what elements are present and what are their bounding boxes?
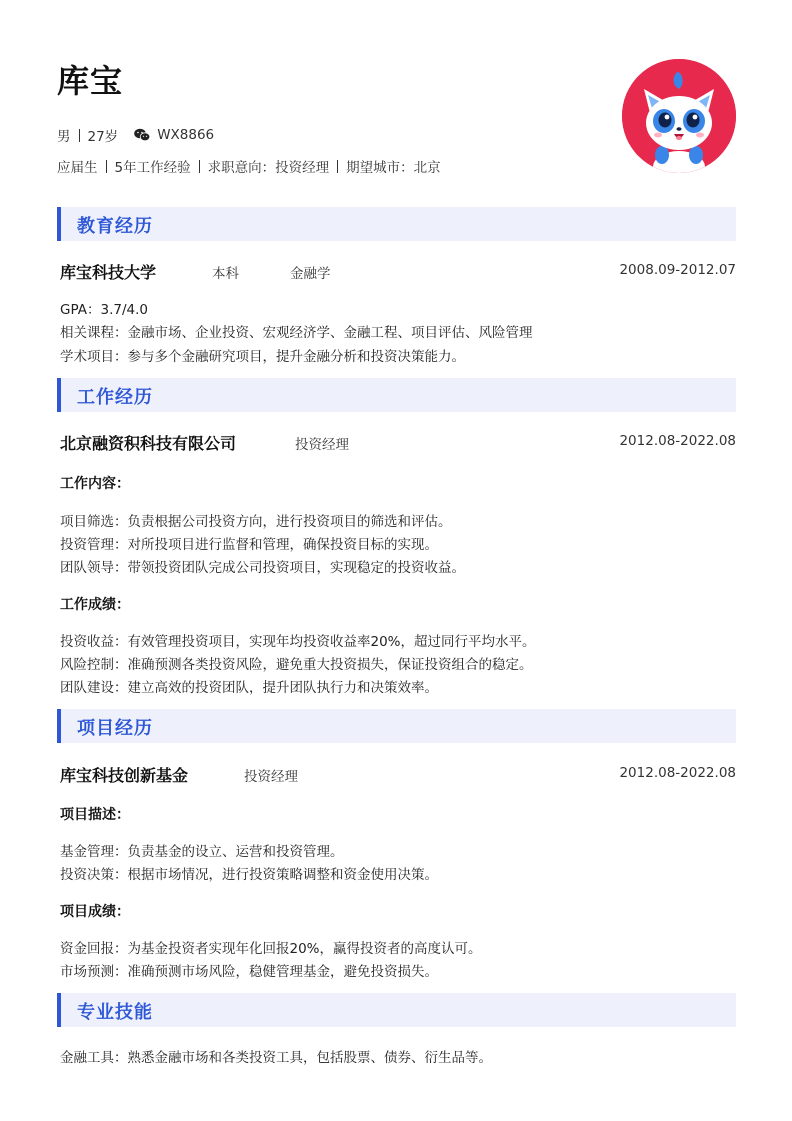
work-entry bbox=[60, 431, 736, 455]
project-results-heading: 项目成绩： bbox=[60, 904, 130, 920]
education-line: GPA：3.7/4.0 bbox=[60, 302, 148, 318]
candidate-name: 库宝 bbox=[57, 62, 124, 100]
project-entry bbox=[60, 763, 736, 787]
wechat-id: WX8866 bbox=[157, 127, 215, 143]
divider bbox=[79, 129, 80, 142]
project-role: 投资经理 bbox=[244, 769, 298, 785]
avatar bbox=[622, 59, 736, 173]
section-accent-bar bbox=[57, 378, 61, 412]
company-name: 北京融资积科技有限公司 bbox=[60, 434, 237, 453]
work-result-line: 风险控制：准确预测各类投资风险，避免重大投资损失，保证投资组合的稳定。 bbox=[60, 657, 533, 673]
education-entry bbox=[60, 260, 736, 284]
section-header-education bbox=[57, 207, 736, 241]
expected-city: 期望城市：北京 bbox=[346, 160, 441, 176]
section-accent-bar bbox=[57, 207, 61, 241]
work-content-line: 团队领导：带领投资团队完成公司投资项目，实现稳定的投资收益。 bbox=[60, 560, 465, 576]
section-header-skills bbox=[57, 993, 736, 1027]
education-line: 学术项目：参与多个金融研究项目，提升金融分析和投资决策能力。 bbox=[60, 349, 465, 365]
work-content-line: 项目筛选：负责根据公司投资方向，进行投资项目的筛选和评估。 bbox=[60, 514, 452, 530]
project-desc-heading: 项目描述： bbox=[60, 807, 130, 823]
project-date: 2012.08-2022.08 bbox=[619, 765, 736, 781]
basic-info-row bbox=[57, 125, 214, 145]
gender: 男 bbox=[57, 129, 71, 145]
status: 应届生 bbox=[57, 160, 98, 176]
wechat-icon bbox=[134, 128, 150, 142]
divider bbox=[106, 160, 107, 173]
degree: 本科 bbox=[212, 266, 239, 282]
divider bbox=[199, 160, 200, 173]
education-date: 2008.09-2012.07 bbox=[619, 262, 736, 278]
school-name: 库宝科技大学 bbox=[60, 263, 157, 282]
project-desc-line: 投资决策：根据市场情况，进行投资策略调整和资金使用决策。 bbox=[60, 867, 438, 883]
work-results-heading: 工作成绩： bbox=[60, 597, 130, 613]
section-title: 工作经历 bbox=[77, 387, 153, 408]
project-result-line: 资金回报：为基金投资者实现年化回报20%，赢得投资者的高度认可。 bbox=[60, 941, 482, 957]
age: 27岁 bbox=[87, 129, 119, 145]
education-line: 相关课程：金融市场、企业投资、宏观经济学、金融工程、项目评估、风险管理 bbox=[60, 325, 533, 341]
divider bbox=[337, 160, 338, 173]
job-info-row bbox=[57, 156, 441, 176]
section-header-work bbox=[57, 378, 736, 412]
cat-mascot-avatar bbox=[622, 59, 736, 173]
work-date: 2012.08-2022.08 bbox=[619, 433, 736, 449]
job-role: 投资经理 bbox=[295, 437, 349, 453]
work-content-heading: 工作内容： bbox=[60, 476, 130, 492]
experience: 5年工作经验 bbox=[114, 160, 191, 176]
section-title: 专业技能 bbox=[77, 1002, 153, 1023]
major: 金融学 bbox=[290, 266, 331, 282]
section-header-project bbox=[57, 709, 736, 743]
section-title: 教育经历 bbox=[77, 216, 153, 237]
work-result-line: 投资收益：有效管理投资项目，实现年均投资收益率20%，超过同行平均水平。 bbox=[60, 634, 536, 650]
project-desc-line: 基金管理：负责基金的设立、运营和投资管理。 bbox=[60, 844, 344, 860]
skill-line: 金融工具：熟悉金融市场和各类投资工具，包括股票、债券、衍生品等。 bbox=[60, 1050, 492, 1066]
project-name: 库宝科技创新基金 bbox=[60, 766, 189, 785]
work-content-line: 投资管理：对所投项目进行监督和管理，确保投资目标的实现。 bbox=[60, 537, 438, 553]
work-result-line: 团队建设：建立高效的投资团队，提升团队执行力和决策效率。 bbox=[60, 680, 438, 696]
job-intent: 求职意向：投资经理 bbox=[207, 160, 330, 176]
section-accent-bar bbox=[57, 709, 61, 743]
section-title: 项目经历 bbox=[77, 718, 153, 739]
project-result-line: 市场预测：准确预测市场风险，稳健管理基金，避免投资损失。 bbox=[60, 964, 438, 980]
section-accent-bar bbox=[57, 993, 61, 1027]
